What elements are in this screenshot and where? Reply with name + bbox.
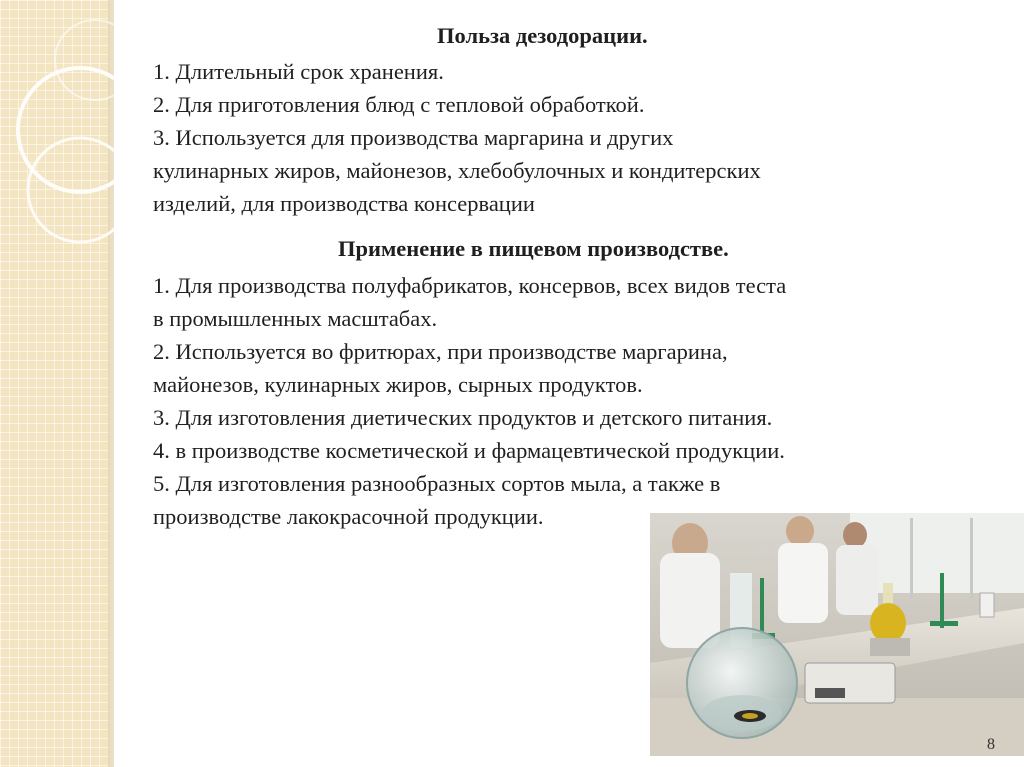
application-item-2 [153, 335, 728, 401]
application-item-2-line-1: 2. Используется во фритюрах, при производстве маргарина, [153, 339, 728, 364]
application-item-5-line-1: 5. Для изготовления разнообразных сортов мыла, а также в [153, 471, 721, 496]
benefit-item-3 [153, 121, 761, 220]
benefit-item-2: 2. Для приготовления блюд с тепловой обработкой. [153, 92, 645, 117]
application-item-1-line-2: в промышленных масштабах. [153, 306, 438, 331]
application-item-3: 3. Для изготовления диетических продуктов и детского питания. [153, 405, 773, 430]
benefit-item-3-line-1: 3. Используется для производства маргарина и других [153, 125, 674, 150]
application-heading: Применение в пищевом производстве. [338, 236, 729, 261]
application-item-4: 4. в производстве косметической и фармацевтической продукции. [153, 438, 785, 463]
application-item-2-line-2: майонезов, кулинарных жиров, сырных продуктов. [153, 372, 643, 397]
application-item-1 [153, 269, 786, 335]
page-number: 8 [987, 736, 995, 753]
application-item-5 [153, 467, 720, 533]
benefits-heading: Польза дезодорации. [437, 23, 648, 48]
benefit-item-1: 1. Длительный срок хранения. [153, 59, 444, 84]
decorative-circles [0, 0, 114, 767]
laboratory-photo [650, 513, 1024, 756]
benefit-item-3-line-2: кулинарных жиров, майонезов, хлебобулочных и кондитерских [153, 158, 761, 183]
application-item-5-line-2: производстве лакокрасочной продукции. [153, 504, 544, 529]
application-item-1-line-1: 1. Для производства полуфабрикатов, консервов, всех видов теста [153, 273, 787, 298]
benefit-item-3-line-3: изделий, для производства консервации [153, 191, 535, 216]
